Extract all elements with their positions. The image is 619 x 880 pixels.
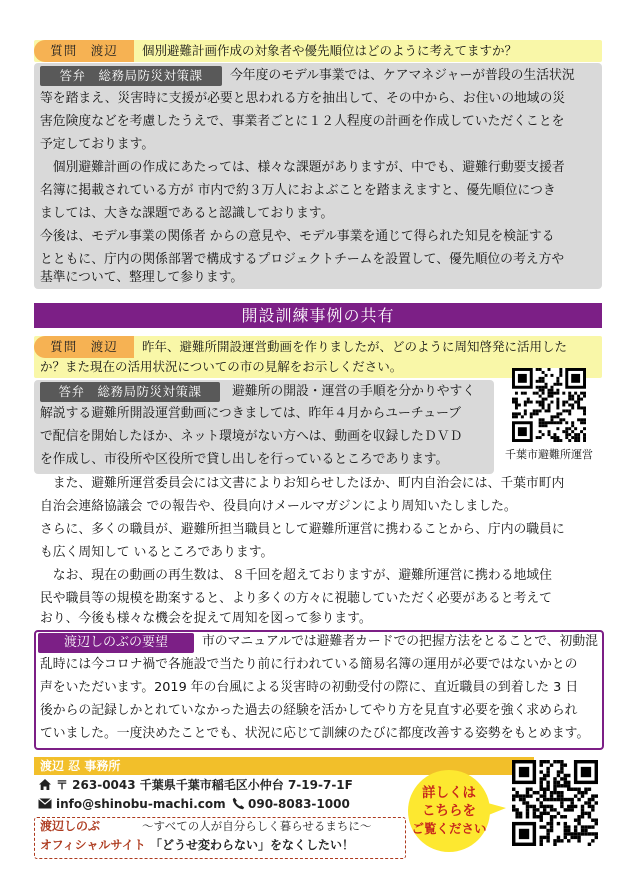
answer-2-label: 答弁 総務局防災対策課 (40, 382, 220, 402)
answer-2-line: で配信を開始したほか、ネット環境がない方へは、動画を収録したＤＶＤ (40, 429, 463, 444)
request-line: ていました。一度決めたことでも、状況に応じて訓練のたびに都度改善する姿勢をもとめます。 (40, 726, 590, 741)
answer-2-line: なお、現在の動画の再生数は、８千回を超えておりますが、避難所運営に携わる地域住 (40, 568, 552, 583)
answer-1-line: 予定しております。 (40, 137, 155, 152)
official-site-qr-code[interactable] (512, 760, 598, 846)
phone-icon (232, 797, 245, 810)
answer-1-line: とともに、庁内の関係部署で構成するプロジェクトチームを設置して、優先順位の考え方や (40, 252, 565, 267)
answer-1-label: 答弁 総務局防災対策課 (40, 66, 222, 86)
answer-2-line: さらに、多くの職員が、避難所担当職員として避難所運営に携わることから、庁内の職員に (40, 522, 565, 537)
answer-1-line: ましては、大きな課題であると認識しております。 (40, 206, 334, 221)
bubble-line: こちらを (422, 803, 476, 819)
phone-number[interactable]: 090-8083-1000 (248, 797, 350, 811)
home-icon (38, 778, 52, 791)
bubble-line: 詳しくは (422, 785, 476, 801)
catchphrase: 「どうせ変わらない」をなくしたい！ (150, 838, 355, 852)
office-name: 渡辺 忍 事務所 (40, 759, 121, 773)
question-2-line: か？また現在の活用状況についての市の見解をお示しください。 (40, 359, 403, 374)
email-link[interactable]: info@shinobu-machi.com (56, 797, 226, 811)
answer-1-line: 名簿に掲載されている方が 市内で約３万人におよぶことを踏まえますと、優先順位につき (40, 183, 556, 198)
request-label: 渡辺しのぶの要望 (38, 633, 194, 653)
question-1-text: 個別避難計画作成の対象者や優先順位はどのように考えてますか？ (142, 43, 518, 58)
answer-1-line: 害危険度などを考慮したうえで、事業者ごとに１２人程度の計画を作成していただくことを (40, 114, 565, 129)
answer-1-line: 基準について、整理して参ります。 (40, 270, 244, 285)
bubble-line: ご覧ください (411, 821, 487, 836)
answer-2-line: 自治会連絡協議会 での報告や、役員向けメールマガジンにより周知いたしました。 (40, 499, 517, 514)
answer-1-line: 等を踏まえ、災害時に支援が必要と思われる方を抽出して、その中から、お住いの地域の災 (40, 91, 566, 106)
answer-2-line: を作成し、市役所や区役所で貸し出しを行っているところであります。 (40, 452, 449, 467)
answer-2-line: また、避難所運営委員会には文書によりお知らせしたほか、町内自治会には、千葉市町内 (40, 476, 565, 491)
official-site-label: オフィシャルサイト (40, 838, 146, 852)
details-bubble (408, 770, 490, 852)
request-line: 後からの記録しかとれていなかった過去の経験を活かしてやり方を見直す必要を強く求められ (40, 703, 578, 718)
answer-2-line: おり、今後も様々な機会を捉えて周知を図って参ります。 (40, 611, 372, 626)
official-name: 渡辺しのぶ (40, 819, 101, 833)
answer-2-line: 民や職員等の規模を勘案すると、より多くの方々に視聴していただく必要があると考えて (40, 591, 552, 606)
evacuation-video-qr-code[interactable] (512, 368, 586, 442)
request-line: 声をいただいます。2019 年の台風による災害時の初動受付の際に、直近職員の到着した 3 日 (40, 680, 579, 695)
question-1-label: 質問 渡辺 (34, 40, 134, 62)
answer-2-line: 避難所の開設・運営の手順を分かりやすく (232, 384, 476, 399)
answer-1-line: 今年度のモデル事業では、ケアマネジャーが普段の生活状況 (230, 68, 575, 83)
request-line: 市のマニュアルでは避難者カードでの把握方法をとることで、初動混 (202, 634, 598, 649)
address: 〒 263-0043 千葉県千葉市稲毛区小仲台 7-19-7-1F (56, 778, 353, 792)
bubble-pointer-icon (484, 800, 506, 818)
answer-2-line: 解説する避難所開設運営動画につきましては、昨年４月からユーチューブ (40, 406, 462, 421)
request-line: 乱時には今コロナ禍で各施設で当たり前に行われている簡易名簿の運用が必要ではないかとの (40, 657, 578, 672)
answer-1-line: 個別避難計画の作成にあたっては、様々な課題がありますが、中でも、避難行動要支援者 (40, 160, 565, 175)
answer-2-line: も広く周知して いるところであります。 (40, 545, 274, 560)
section-title: 開設訓練事例の共有 (34, 303, 602, 328)
qr-caption: 千葉市避難所運営 (505, 448, 593, 461)
question-2-label: 質問 渡辺 (34, 336, 134, 358)
question-2-line: 昨年、避難所開設運営動画を作りましたが、どのように周知啓発に活用した (142, 339, 568, 354)
answer-1-line: 今後は、モデル事業の関係者 からの意見や、モデル事業を通じて得られた知見を検証する (40, 229, 555, 244)
slogan: ～すべての人が自分らしく暮らせるまちに～ (142, 819, 372, 833)
mail-icon (38, 798, 52, 809)
